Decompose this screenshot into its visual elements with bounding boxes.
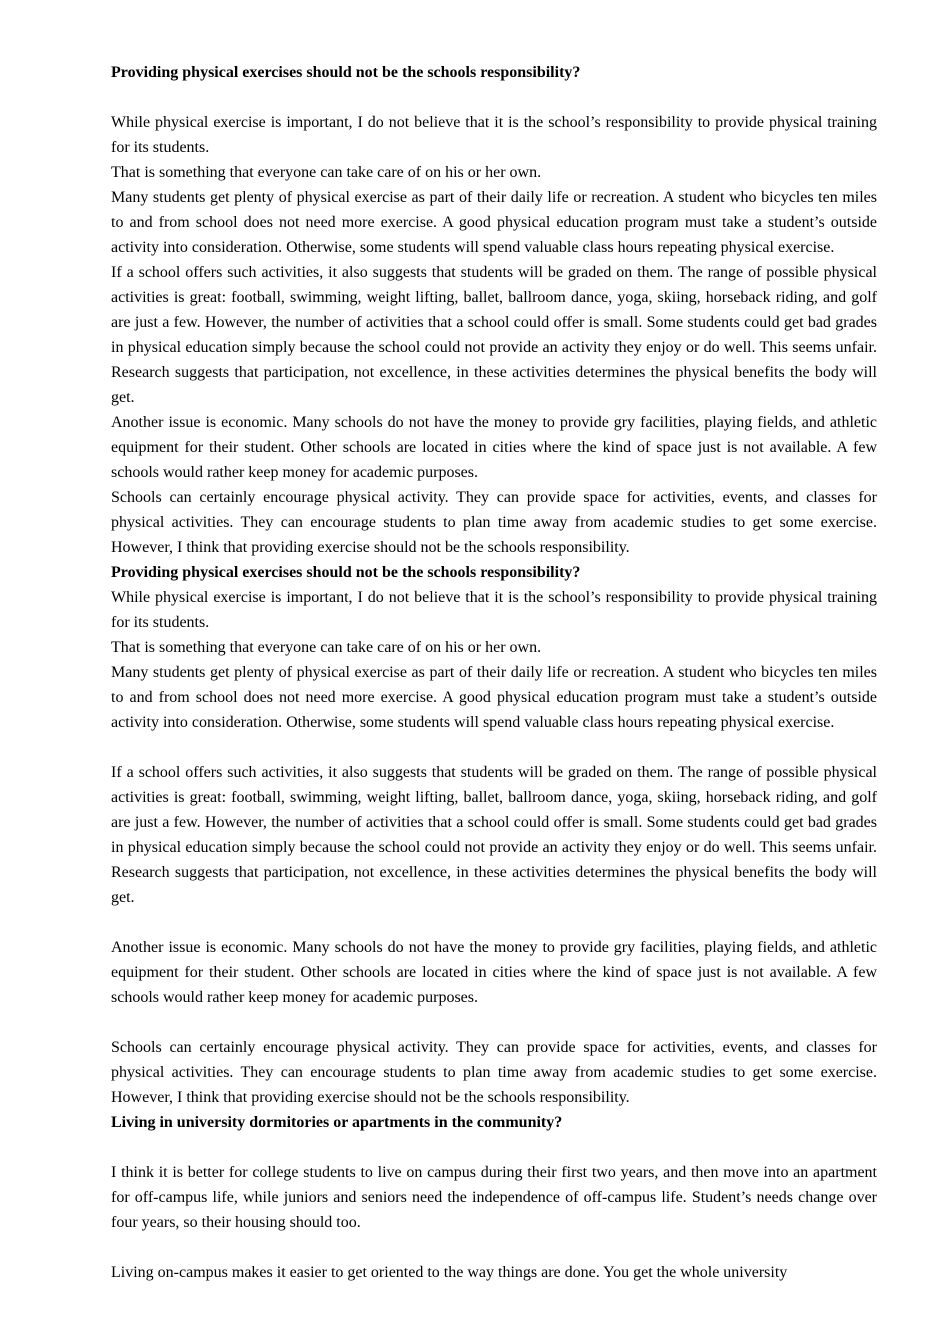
paragraph: If a school offers such activities, it also suggests that students will be graded on them. The range of possible physical activities is great: football, swimming, weight lifting, ballet, ballroom dance, yoga, skiing, horseback riding, and golf are just a few. However, the number of activities that a school could offer is small. Some students could get bad grades in physical education simply because the school could not provide an activity they enjoy or do well. This seems unfair. Research suggests that participation, not excellence, in these activities determines the physical benefits the body will get. xyxy=(111,764,877,906)
paragraph: Another issue is economic. Many schools do not have the money to provide gry facilities, playing fields, and athletic equipment for their student. Other schools are located in cities where the kind of space just is not available. A few schools would rather keep money for academic purposes. xyxy=(111,414,877,481)
paragraph: While physical exercise is important, I do not believe that it is the school’s responsibility to provide physical training for its students. xyxy=(111,589,877,631)
paragraph: Many students get plenty of physical exercise as part of their daily life or recreation. A student who bicycles ten miles to and from school does not need more exercise. A good physical education program must take a student’s outside activity into consideration. Otherwise, some students will spend valuable class hours repeating physical exercise. xyxy=(111,189,877,256)
section-title: Living in university dormitories or apartments in the community? xyxy=(111,1114,563,1131)
blank-line xyxy=(111,1010,877,1035)
paragraph: Schools can certainly encourage physical activity. They can provide space for activities, events, and classes for physical activities. They can encourage students to plan time away from academic studies to get some exercise. However, I think that providing exercise should not be the schools responsibility. xyxy=(111,489,877,556)
blank-line xyxy=(111,1235,877,1260)
document-page xyxy=(111,60,877,1285)
blank-line xyxy=(111,910,877,935)
paragraph: That is something that everyone can take care of on his or her own. xyxy=(111,164,542,181)
paragraph: I think it is better for college students to live on campus during their first two years, and then move into an apartment for off-campus life, while juniors and seniors need the independence of off-campus life. Student’s needs change over four years, so their housing should too. xyxy=(111,1164,877,1231)
section-title: Providing physical exercises should not be the schools responsibility? xyxy=(111,564,581,581)
blank-line xyxy=(111,85,877,110)
paragraph: Living on-campus makes it easier to get oriented to the way things are done. You get the whole university xyxy=(111,1264,788,1281)
paragraph: Many students get plenty of physical exercise as part of their daily life or recreation. A student who bicycles ten miles to and from school does not need more exercise. A good physical education program must take a student’s outside activity into consideration. Otherwise, some students will spend valuable class hours repeating physical exercise. xyxy=(111,664,877,731)
blank-line xyxy=(111,735,877,760)
paragraph: Another issue is economic. Many schools do not have the money to provide gry facilities, playing fields, and athletic equipment for their student. Other schools are located in cities where the kind of space just is not available. A few schools would rather keep money for academic purposes. xyxy=(111,939,877,1006)
paragraph: While physical exercise is important, I do not believe that it is the school’s responsibility to provide physical training for its students. xyxy=(111,114,877,156)
paragraph: That is something that everyone can take care of on his or her own. xyxy=(111,639,542,656)
paragraph: If a school offers such activities, it also suggests that students will be graded on them. The range of possible physical activities is great: football, swimming, weight lifting, ballet, ballroom dance, yoga, skiing, horseback riding, and golf are just a few. However, the number of activities that a school could offer is small. Some students could get bad grades in physical education simply because the school could not provide an activity they enjoy or do well. This seems unfair. Research suggests that participation, not excellence, in these activities determines the physical benefits the body will get. xyxy=(111,264,877,406)
paragraph: Schools can certainly encourage physical activity. They can provide space for activities, events, and classes for physical activities. They can encourage students to plan time away from academic studies to get some exercise. However, I think that providing exercise should not be the schools responsibility. xyxy=(111,1039,877,1106)
section-title: Providing physical exercises should not be the schools responsibility? xyxy=(111,64,581,81)
blank-line xyxy=(111,1135,877,1160)
